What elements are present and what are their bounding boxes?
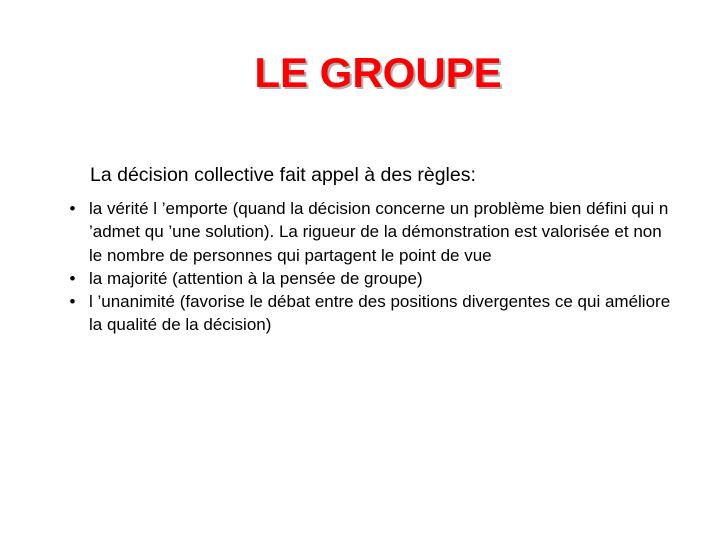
- bullet-item-unanimity: [56, 290, 676, 337]
- bullet-icon: •: [69, 268, 76, 288]
- bullet-item-truth: [56, 197, 676, 267]
- slide-title: LE GROUPE: [254, 49, 502, 96]
- bullet-list: [56, 197, 676, 337]
- bullet-item-majority: [56, 267, 676, 290]
- bullet-icon: •: [69, 199, 76, 218]
- bullet-icon: •: [69, 292, 76, 312]
- bullet-text-unanimity: l ’unanimité (favorise le débat entre des positions divergentes ce qui améliore la qualité de la décision): [89, 292, 671, 335]
- bullet-text-truth: la vérité l ’emporte (quand la décision concerne un problème bien défini qui n ’admet qu ’une solution). La rigueur de la démonstration est valorisée et non le nombre de personnes qui partagent le point de vue: [89, 199, 669, 265]
- bullet-text-majority: la majorité (attention à la pensée de groupe): [89, 268, 423, 288]
- intro-text: La décision collective fait appel à des règles:: [90, 164, 476, 186]
